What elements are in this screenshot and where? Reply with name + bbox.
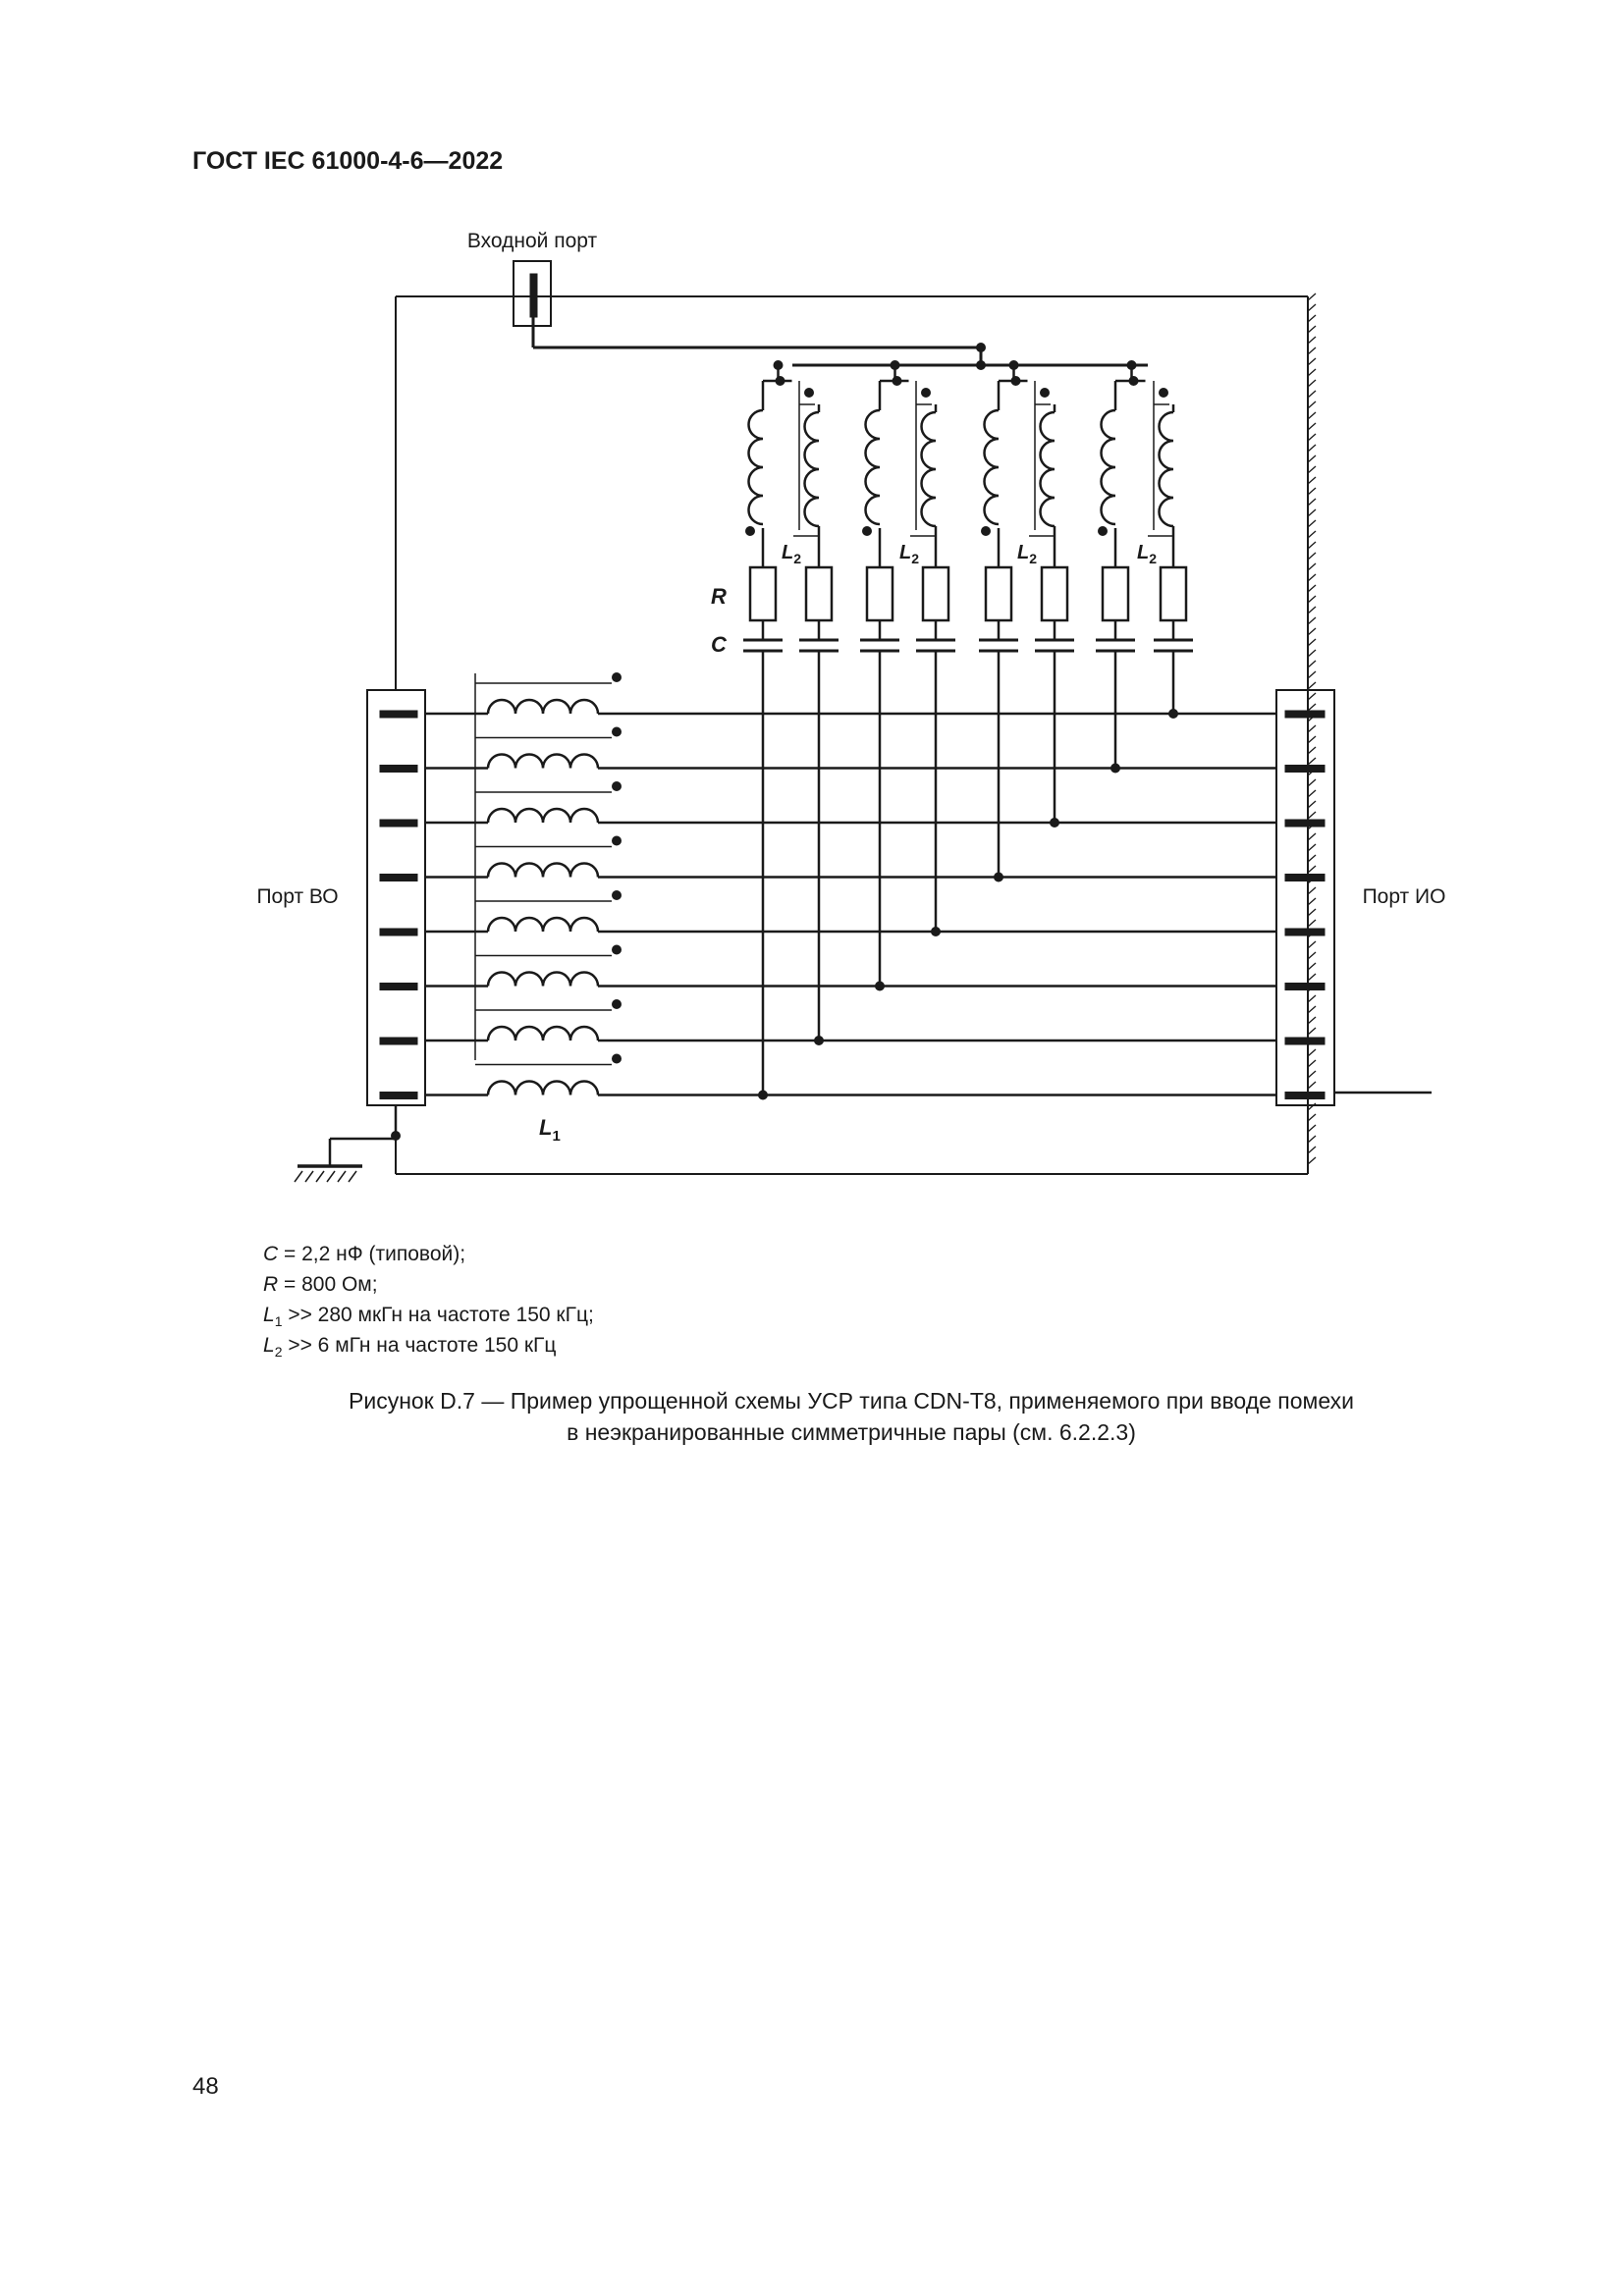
wall-hatch [1308, 812, 1316, 819]
l1-polarity-dot [612, 836, 622, 846]
conductor-junction-dot [931, 927, 941, 936]
bus-tap-dot [891, 360, 900, 370]
caption-line-2: в неэкранированные симметричные пары (см. 6.2.2.3) [567, 1419, 1136, 1445]
wall-hatch [1308, 488, 1316, 495]
left-port-terminal [380, 1093, 417, 1099]
wall-hatch [1308, 941, 1316, 948]
wall-hatch [1308, 855, 1316, 862]
l2-winding [1102, 410, 1116, 524]
ground-hatch [327, 1171, 335, 1182]
right-port-terminal [1285, 766, 1325, 773]
component-parameters [263, 1239, 594, 1361]
l1-winding [488, 864, 598, 878]
l2-polarity-dot [745, 526, 755, 536]
wall-hatch [1308, 401, 1316, 408]
wall-hatch [1308, 445, 1316, 452]
l2-winding [1160, 412, 1174, 526]
wall-hatch [1308, 1114, 1316, 1121]
conductor-junction-dot [758, 1091, 768, 1100]
wall-hatch [1308, 347, 1316, 354]
param-c: C = 2,2 нФ (типовой); [263, 1243, 466, 1265]
l2-label-3: $L_2$ [1017, 542, 1038, 566]
left-port-terminal [380, 1038, 417, 1044]
circuit-wires [295, 261, 1432, 1182]
input-port-label: Входной порт [466, 230, 598, 252]
conductor-junction-dot [814, 1036, 824, 1045]
conductor-junction-dot [1168, 709, 1178, 719]
ground-hatch [305, 1171, 313, 1182]
winding-top-dot [776, 376, 785, 386]
wall-hatch [1308, 1136, 1316, 1143]
wall-hatch [1308, 542, 1316, 549]
wall-hatch [1308, 887, 1316, 894]
l1-winding [488, 973, 598, 987]
right-port-label: Порт ИО [1362, 885, 1446, 908]
resistor [1103, 567, 1128, 620]
conductor-junction-dot [1050, 818, 1059, 828]
wall-hatch [1308, 952, 1316, 959]
l2-polarity-dot [1159, 388, 1168, 398]
wall-hatch [1308, 898, 1316, 905]
winding-top-dot [1011, 376, 1021, 386]
winding-top-dot [893, 376, 902, 386]
wall-hatch [1308, 369, 1316, 376]
l1-winding [488, 755, 598, 769]
wall-hatch [1308, 725, 1316, 732]
wall-hatch [1308, 294, 1316, 300]
wall-hatch [1308, 315, 1316, 322]
bus-tap-dot [1127, 360, 1137, 370]
l2-winding [1041, 412, 1056, 526]
wall-hatch [1308, 412, 1316, 419]
resistor-label: R [711, 584, 727, 609]
wall-hatch [1308, 509, 1316, 516]
wall-hatch [1308, 499, 1316, 506]
left-port-terminal [380, 929, 417, 935]
wall-hatch [1308, 423, 1316, 430]
l1-winding [488, 1082, 598, 1095]
wall-hatch [1308, 380, 1316, 387]
l2-polarity-dot [921, 388, 931, 398]
l1-polarity-dot [612, 727, 622, 737]
wall-hatch [1308, 563, 1316, 570]
page-number: 48 [192, 2073, 219, 2100]
wall-hatch [1308, 661, 1316, 667]
wall-hatch [1308, 844, 1316, 851]
wall-hatch [1308, 974, 1316, 981]
l2-polarity-dot [1040, 388, 1050, 398]
resistor [806, 567, 832, 620]
resistor [1042, 567, 1067, 620]
wall-hatch [1308, 671, 1316, 678]
param-l1: $L_1 >> 280$ мкГн на частоте 150 кГц; [263, 1304, 594, 1329]
right-port-terminal [1285, 1038, 1325, 1044]
right-port-terminal [1285, 875, 1325, 881]
wall-hatch [1308, 337, 1316, 344]
l2-label-1: $L_2$ [782, 542, 802, 566]
right-port-terminal [1285, 929, 1325, 935]
left-port-terminal [380, 711, 417, 718]
wall-hatch [1308, 779, 1316, 786]
wall-hatch [1308, 607, 1316, 614]
l1-polarity-dot [612, 672, 622, 682]
wall-hatch [1308, 553, 1316, 560]
wall-hatch [1308, 617, 1316, 624]
wall-hatch [1308, 520, 1316, 527]
l2-polarity-dot [804, 388, 814, 398]
right-port-terminal [1285, 820, 1325, 827]
l2-polarity-dot [862, 526, 872, 536]
wall-hatch [1308, 920, 1316, 927]
wall-hatch [1308, 358, 1316, 365]
input-port-pin [530, 274, 537, 317]
wall-hatch [1308, 833, 1316, 840]
wall-hatch [1308, 628, 1316, 635]
input-junction-dot [976, 343, 986, 352]
wall-hatch [1308, 1157, 1316, 1164]
ground-hatch [295, 1171, 302, 1182]
ground-hatch [338, 1171, 346, 1182]
ground-junction-dot [391, 1131, 401, 1141]
wall-hatch [1308, 909, 1316, 916]
wall-hatch [1308, 596, 1316, 603]
right-port-terminal [1285, 711, 1325, 718]
resistor [923, 567, 948, 620]
wall-hatch [1308, 326, 1316, 333]
bus-junction-dot [976, 360, 986, 370]
l2-winding [805, 412, 820, 526]
wall-hatch [1308, 531, 1316, 538]
document-header: ГОСТ IEC 61000-4-6—2022 [192, 147, 504, 175]
resistor [867, 567, 893, 620]
wall-hatch [1308, 1071, 1316, 1078]
wall-hatch [1308, 1006, 1316, 1013]
resistor [750, 567, 776, 620]
wall-hatch [1308, 466, 1316, 473]
wall-hatch [1308, 736, 1316, 743]
bus-tap-dot [774, 360, 784, 370]
wall-hatch [1308, 1017, 1316, 1024]
wall-hatch [1308, 1049, 1316, 1056]
wall-hatch [1308, 434, 1316, 441]
wall-hatch [1308, 866, 1316, 873]
left-port-terminal [380, 875, 417, 881]
wall-hatch [1308, 477, 1316, 484]
l2-winding [922, 412, 937, 526]
capacitor-label: C [711, 632, 727, 657]
l1-polarity-dot [612, 890, 622, 900]
wall-hatch [1308, 963, 1316, 970]
wall-hatch [1308, 747, 1316, 754]
conductor-junction-dot [875, 982, 885, 991]
l2-winding [866, 410, 881, 524]
l2-winding [985, 410, 1000, 524]
l1-polarity-dot [612, 999, 622, 1009]
l2-polarity-dot [981, 526, 991, 536]
wall-hatch [1308, 1082, 1316, 1089]
winding-top-dot [1129, 376, 1139, 386]
left-port-terminal [380, 984, 417, 990]
wall-hatch [1308, 1060, 1316, 1067]
wall-hatch [1308, 1147, 1316, 1153]
bus-tap-dot [1009, 360, 1019, 370]
junction-dots [391, 343, 1178, 1141]
param-r: R = 800 Ом; [263, 1273, 378, 1296]
conductor-junction-dot [1110, 764, 1120, 774]
wall-hatch [1308, 455, 1316, 462]
l1-winding [488, 1027, 598, 1041]
l1-polarity-dot [612, 1054, 622, 1064]
wall-hatch [1308, 1125, 1316, 1132]
wall-hatch [1308, 682, 1316, 689]
wall-hatch [1308, 574, 1316, 581]
left-port-terminal [380, 820, 417, 827]
wall-hatch [1308, 639, 1316, 646]
wall-hatch [1308, 801, 1316, 808]
resistor [1161, 567, 1186, 620]
ground-hatch [316, 1171, 324, 1182]
wall-hatch [1308, 1028, 1316, 1035]
l1-winding [488, 700, 598, 714]
wall-hatch [1308, 650, 1316, 657]
l1-label: $L_1$ [539, 1115, 561, 1145]
l2-polarity-dot [1098, 526, 1108, 536]
wall-hatch [1308, 304, 1316, 311]
wall-hatch [1308, 391, 1316, 398]
figure-caption [0, 1385, 1624, 1448]
ground-hatch [349, 1171, 356, 1182]
right-port-terminal [1285, 984, 1325, 990]
wall-hatch [1308, 758, 1316, 765]
left-port-terminal [380, 766, 417, 773]
l1-polarity-dot [612, 945, 622, 955]
wall-hatch [1308, 585, 1316, 592]
l2-label-2: $L_2$ [899, 542, 920, 566]
wall-hatch [1308, 995, 1316, 1002]
caption-line-1: Рисунок D.7 — Пример упрощенной схемы УСР типа CDN-T8, применяемого при вводе помехи [349, 1388, 1354, 1414]
resistor [986, 567, 1011, 620]
wall-hatch [1308, 790, 1316, 797]
right-port-terminal [1285, 1093, 1325, 1099]
left-port-label: Порт ВО [256, 885, 339, 908]
conductor-junction-dot [994, 873, 1003, 882]
l2-label-4: $L_2$ [1137, 542, 1158, 566]
l2-winding [749, 410, 764, 524]
l1-polarity-dot [612, 781, 622, 791]
wall-hatch [1308, 704, 1316, 711]
wall-hatch [1308, 693, 1316, 700]
l1-winding [488, 918, 598, 932]
param-l2: $L_2 >> 6$ мГн на частоте 150 кГц [263, 1334, 557, 1360]
l1-winding [488, 809, 598, 823]
